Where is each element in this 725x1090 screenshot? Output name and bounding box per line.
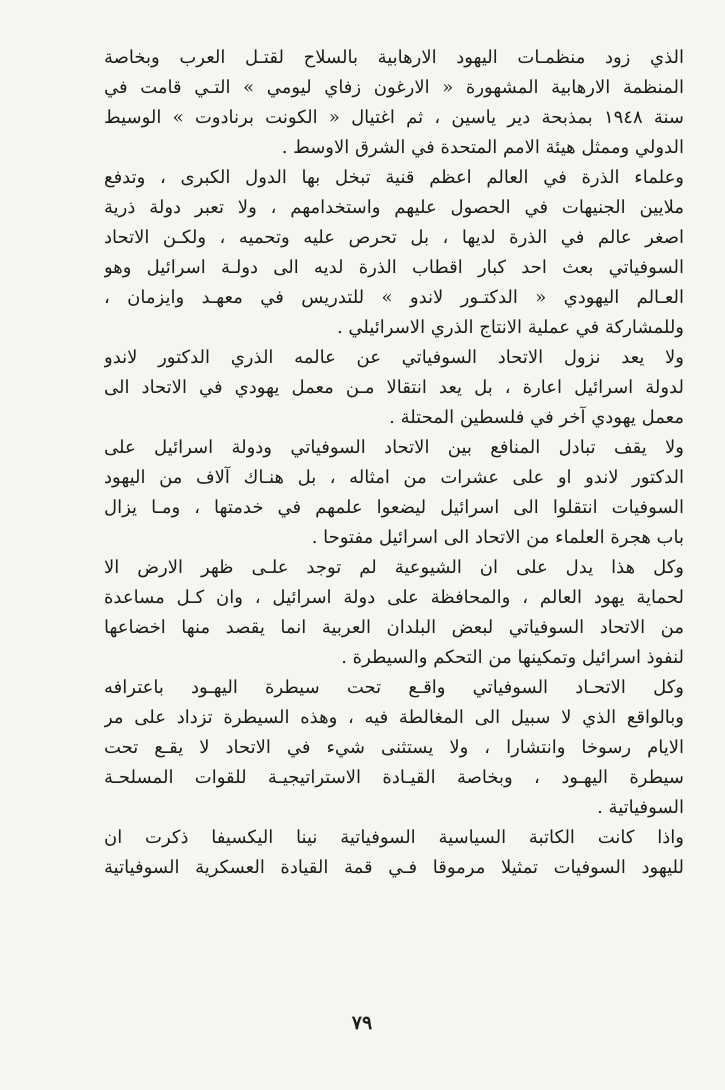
text-line-26: السوفياتية . xyxy=(597,797,684,818)
text-line-20: من الاتحاد السوفياتي لبعض البلدان العربية انما يقصد منها اخضاعها xyxy=(104,617,684,638)
text-line-19: لحماية يهود العالم ، والمحافظة على دولة اسرائيل ، وان كـل مساعدة xyxy=(104,587,684,608)
text-line-7: اصغر عالم في الذرة لديها ، بل تحرص عليه وتحميه ، ولكـن الاتحاد xyxy=(104,227,684,248)
text-line-2: المنظمة الارهابية المشهورة « الارغون زفاي ليومي » التـي قامت في xyxy=(104,77,684,98)
page-number: ٧٩ xyxy=(351,1012,373,1034)
text-line-16: السوفيات انتقلوا الى اسرائيل ليضعوا علمهم في خدمتها ، ومـا يزال xyxy=(104,497,684,518)
text-line-1: الذي زود منظمـات اليهود الارهابية بالسلاح لقتـل العرب وبخاصة xyxy=(104,47,684,68)
text-line-21: لنفوذ اسرائيل وتمكينها من التحكم والسيطرة . xyxy=(341,647,684,668)
text-line-9: العـالم اليهودي « الدكتـور لاندو » للتدريس في معهـد وايزمان ، xyxy=(104,287,684,308)
text-line-6: ملايين الجنيهات في الحصول عليهم واستخدامهم ، ولا تعبر دولة ذرية xyxy=(104,197,684,218)
text-line-4: الدولي وممثل هيئة الامم المتحدة في الشرق الاوسط . xyxy=(281,137,684,158)
body-text xyxy=(104,43,684,883)
text-line-22: وكل الاتحـاد السوفياتي واقـع تحت سيطرة اليهـود باعترافه xyxy=(104,677,684,698)
text-line-12: لدولة اسرائيل اعارة ، بل يعد انتقالا مـن معمل يهودي في الاتحاد الى xyxy=(104,377,684,398)
text-line-5: وعلماء الذرة في العالم اعظم قنية تبخل بها الدول الكبرى ، وتدفع xyxy=(104,167,684,188)
text-line-14: ولا يقف تبادل المنافع بين الاتحاد السوفياتي ودولة اسرائيل على xyxy=(104,437,684,458)
text-line-8: السوفياتي بعث احد كبار اقطاب الذرة لديه الى دولـة اسرائيل وهو xyxy=(104,257,684,278)
text-line-27: واذا كانت الكاتبة السياسية السوفياتية نينا اليكسيفا ذكرت ان xyxy=(104,827,684,848)
text-line-13: معمل يهودي آخر في فلسطين المحتلة . xyxy=(389,407,684,428)
text-line-10: وللمشاركة في عملية الانتاج الذري الاسرائيلي . xyxy=(336,317,684,338)
text-line-23: وبالواقع الذي لا سبيل الى المغالطة فيه ، وهذه السيطرة تزداد على مر xyxy=(104,707,684,728)
text-line-25: سيطرة اليهـود ، وبخاصة القيـادة الاستراتيجيـة للقوات المسلحـة xyxy=(104,767,684,788)
text-line-28: لليهود السوفيات تمثيلا مرموقا فـي قمة القيادة العسكرية السوفياتية xyxy=(104,857,684,878)
text-line-24: الايام رسوخا وانتشارا ، ولا يستثنى شيء في الاتحاد لا يقـع تحت xyxy=(104,737,684,758)
text-line-18: وكل هذا يدل على ان الشيوعية لم توجد علـى ظهر الارض الا xyxy=(104,557,684,578)
text-line-17: باب هجرة العلماء من الاتحاد الى اسرائيل مفتوحا . xyxy=(311,527,684,548)
text-line-15: الدكتور لاندو او على عشرات من امثاله ، بل هنـاك آلاف من اليهود xyxy=(104,467,684,488)
text-line-3: سنة ١٩٤٨ بمذبحة دير ياسين ، ثم اغتيال « الكونت برنادوت » الوسيط xyxy=(104,107,684,128)
text-line-11: ولا يعد نزول الاتحاد السوفياتي عن عالمه الذري الدكتور لاندو xyxy=(104,347,684,368)
